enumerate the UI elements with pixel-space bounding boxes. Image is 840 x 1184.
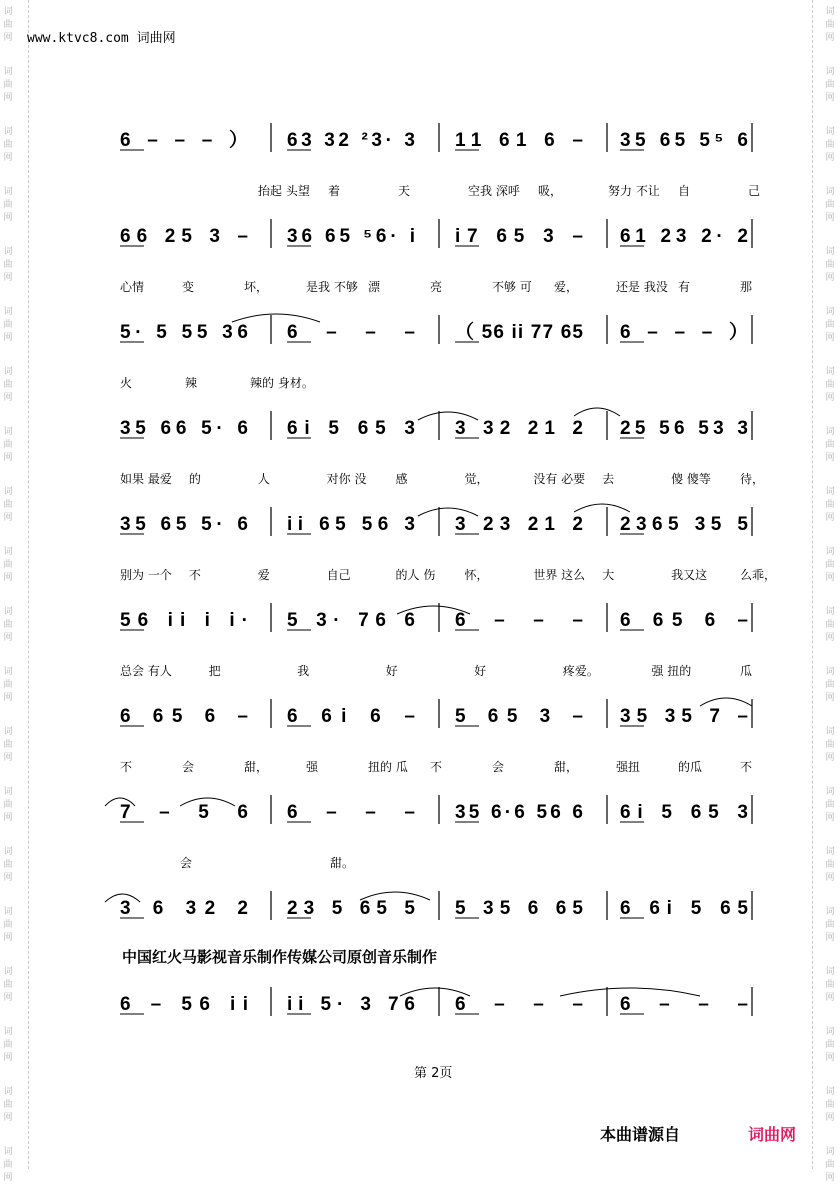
watermark-char: 词 xyxy=(3,727,13,737)
watermark-char: 词 xyxy=(825,727,835,737)
measure: ii 5· 3 76 xyxy=(287,994,415,1015)
watermark-char: 网 xyxy=(3,1173,13,1183)
lyric-word: 不 xyxy=(430,760,443,774)
lyric-word: 疼爱。 xyxy=(562,664,599,678)
site-url[interactable]: www.ktvc8.com xyxy=(27,31,129,46)
watermark-char: 网 xyxy=(825,753,835,763)
watermark-char: 曲 xyxy=(825,1040,835,1050)
watermark-char: 网 xyxy=(825,93,835,103)
watermark-char: 曲 xyxy=(825,380,835,390)
lyric-word: 怀， xyxy=(464,568,489,582)
lyric-word: 我又这 xyxy=(671,568,708,582)
measure: i7 65 3 – xyxy=(455,226,583,247)
measure: 5· 5 55 36 xyxy=(120,322,248,343)
measure: 2365 35 5 xyxy=(620,514,748,535)
lyric-word: 我 xyxy=(297,664,310,678)
watermark-char: 网 xyxy=(825,633,835,643)
measure: 6 6i 5 65 xyxy=(620,898,748,919)
watermark-char: 网 xyxy=(825,153,835,163)
watermark-char: 词 xyxy=(825,607,835,617)
watermark-char: 网 xyxy=(3,453,13,463)
lyric-word: 么乖， xyxy=(740,568,777,582)
measure: 35 66 5· 6 xyxy=(120,418,248,439)
measure: 3 32 21 2 xyxy=(455,418,583,439)
watermark-char: 网 xyxy=(825,453,835,463)
lyric-word: 着 xyxy=(328,184,341,198)
lyric-word: 强 扭的 xyxy=(651,664,692,678)
watermark-char: 曲 xyxy=(3,920,13,930)
watermark-char: 网 xyxy=(825,573,835,583)
watermark-char: 词 xyxy=(825,1087,835,1097)
measure: 6 – – – ） xyxy=(620,322,748,343)
watermark-char: 词 xyxy=(825,67,835,77)
watermark-char: 词 xyxy=(3,67,13,77)
watermark-char: 曲 xyxy=(3,1040,13,1050)
watermark-char: 词 xyxy=(825,427,835,437)
measure: 6i 5 65 3 xyxy=(620,802,748,823)
watermark-char: 词 xyxy=(3,907,13,917)
watermark-char: 曲 xyxy=(825,680,835,690)
measure: 3 23 21 2 xyxy=(455,514,583,535)
lyric-word: 辣的 身材。 xyxy=(250,376,314,390)
lyric-word: 漂 xyxy=(368,280,381,294)
watermark-char: 曲 xyxy=(3,320,13,330)
watermark-char: 曲 xyxy=(825,980,835,990)
watermark-char: 网 xyxy=(825,873,835,883)
watermark-char: 网 xyxy=(3,1053,13,1063)
watermark-char: 网 xyxy=(3,153,13,163)
watermark-char: 曲 xyxy=(3,140,13,150)
watermark-char: 曲 xyxy=(825,1100,835,1110)
watermark-char: 词 xyxy=(3,307,13,317)
lyric-word: 会 xyxy=(180,856,193,870)
lyric-word: 心情 xyxy=(120,280,145,294)
watermark-char: 网 xyxy=(825,1113,835,1123)
lyric-word: 把 xyxy=(208,664,221,678)
watermark-char: 网 xyxy=(3,273,13,283)
watermark-char: 词 xyxy=(825,1027,835,1037)
watermark-char: 曲 xyxy=(825,260,835,270)
watermark-char: 网 xyxy=(3,213,13,223)
watermark-char: 词 xyxy=(825,367,835,377)
watermark-char: 曲 xyxy=(3,440,13,450)
lyric-word: 甜， xyxy=(554,760,579,774)
lyric-word: 的人 伤 xyxy=(395,568,436,582)
watermark-char: 曲 xyxy=(825,800,835,810)
watermark-char: 曲 xyxy=(825,740,835,750)
watermark-char: 词 xyxy=(825,787,835,797)
lyric-word: 自 xyxy=(678,184,691,198)
measure: 6 – – – xyxy=(287,322,415,343)
watermark-char: 网 xyxy=(825,33,835,43)
watermark-char: 网 xyxy=(3,33,13,43)
lyric-word: 还是 我没 xyxy=(616,280,668,294)
lyric-word: 会 xyxy=(182,760,195,774)
site-name[interactable]: 词曲网 xyxy=(136,31,176,46)
watermark-char: 网 xyxy=(3,393,13,403)
lyric-word: 没有 必要 xyxy=(533,472,586,486)
lyric-word: 大 xyxy=(602,568,615,582)
lyric-word: 对你 没 xyxy=(326,472,367,486)
lyric-word: 扭的 瓜 xyxy=(368,760,408,774)
watermark-char: 词 xyxy=(3,967,13,977)
watermark-char: 曲 xyxy=(3,80,13,90)
watermark-char: 网 xyxy=(3,633,13,643)
watermark-char: 曲 xyxy=(3,1100,13,1110)
lyric-word: 努力 不让 xyxy=(608,184,660,198)
watermark-char: 网 xyxy=(825,513,835,523)
measure: 7 – 5 6 xyxy=(120,802,248,823)
lyric-word: 空我 深呼 xyxy=(468,184,520,198)
lyric-word: 好 xyxy=(385,664,398,678)
watermark-char: 词 xyxy=(3,487,13,497)
lyric-word: 好 xyxy=(474,664,487,678)
watermark-char: 网 xyxy=(3,753,13,763)
measure: 5 35 6 65 xyxy=(455,898,583,919)
lyric-word: 己 xyxy=(748,184,761,198)
watermark-char: 词 xyxy=(3,127,13,137)
lyric-word: 瓜 xyxy=(740,664,753,678)
watermark-char: 曲 xyxy=(3,560,13,570)
watermark-char: 网 xyxy=(3,813,13,823)
watermark-char: 曲 xyxy=(3,740,13,750)
measure: 35 65 5⁵ 6 xyxy=(620,130,748,151)
measure: 6 – – – xyxy=(455,610,583,631)
lyric-word: 的瓜 xyxy=(678,760,703,774)
slur xyxy=(418,508,478,516)
watermark-char: 词 xyxy=(825,247,835,257)
measure: 3 6 32 2 xyxy=(120,898,248,919)
measure: 23 5 65 5 xyxy=(287,898,415,919)
measure: 6 – – – xyxy=(455,994,583,1015)
lyric-word: 会 xyxy=(492,760,505,774)
lyric-word: 辣 xyxy=(185,376,198,390)
measure: 6 – – – xyxy=(620,994,748,1015)
slur xyxy=(700,698,752,706)
lyric-word: 自己 xyxy=(326,568,351,582)
lyric-word: 不 xyxy=(740,760,753,774)
lyric-word: 不 xyxy=(120,760,133,774)
measure: 11 61 6 – xyxy=(455,130,583,151)
watermark-char: 词 xyxy=(825,1147,835,1157)
lyric-word: 觉， xyxy=(464,472,489,486)
lyric-word: 亮 xyxy=(430,280,443,294)
watermark-char: 曲 xyxy=(3,380,13,390)
slur xyxy=(232,314,320,322)
lyric-word: 天 xyxy=(398,184,411,198)
watermark-char: 词 xyxy=(825,907,835,917)
watermark-char: 网 xyxy=(825,213,835,223)
watermark-char: 曲 xyxy=(825,80,835,90)
watermark-char: 网 xyxy=(825,273,835,283)
watermark-char: 网 xyxy=(825,933,835,943)
lyric-word: 总会 有人 xyxy=(120,664,172,678)
measure: 35 6·6 56 6 xyxy=(455,802,583,823)
measure: 5 3· 76 6 xyxy=(287,610,415,631)
measure: （ 56 ii 77 65 xyxy=(455,322,583,343)
watermark-char: 词 xyxy=(825,127,835,137)
lyric-word: 那 xyxy=(740,280,753,294)
watermark-char: 词 xyxy=(3,247,13,257)
lyric-word: 去 xyxy=(602,472,615,486)
watermark-char: 词 xyxy=(3,667,13,677)
lyric-word: 坏， xyxy=(244,280,269,294)
company-line: 中国红火马影视音乐制作传媒公司原创音乐制作 xyxy=(122,948,438,966)
measure: 25 56 53 3 xyxy=(620,418,748,439)
lyric-word: 感 xyxy=(395,472,408,486)
watermark-char: 词 xyxy=(3,1087,13,1097)
watermark-char: 词 xyxy=(3,7,13,17)
measure: 6 6i 6 – xyxy=(287,706,415,727)
watermark-char: 曲 xyxy=(825,1160,835,1170)
lyric-word: 是我 不够 xyxy=(306,280,358,294)
watermark-char: 网 xyxy=(825,333,835,343)
watermark-char: 网 xyxy=(3,693,13,703)
measure: 6i 5 65 3 xyxy=(287,418,415,439)
watermark-char: 词 xyxy=(3,427,13,437)
watermark-char: 曲 xyxy=(825,620,835,630)
lyric-word: 傻 傻等 xyxy=(671,472,711,486)
source-label: 本曲谱源自 xyxy=(600,1125,681,1144)
slur xyxy=(574,408,620,416)
lyric-word: 有 xyxy=(678,280,691,294)
measure: 63 32 ²3· 3 xyxy=(287,130,415,151)
watermark-char: 词 xyxy=(825,187,835,197)
watermark-char: 曲 xyxy=(3,680,13,690)
source-brand[interactable]: 词曲网 xyxy=(748,1125,797,1144)
measure: 36 65 ⁵6· i xyxy=(287,226,415,247)
watermark-char: 网 xyxy=(3,873,13,883)
lyric-word: 爱 xyxy=(257,568,270,582)
watermark-char: 词 xyxy=(3,847,13,857)
watermark-char: 词 xyxy=(3,607,13,617)
watermark-char: 网 xyxy=(3,333,13,343)
watermark-char: 曲 xyxy=(3,620,13,630)
watermark-char: 网 xyxy=(3,513,13,523)
watermark-char: 曲 xyxy=(3,980,13,990)
watermark-char: 网 xyxy=(825,1053,835,1063)
watermark-char: 曲 xyxy=(825,140,835,150)
measure: 6 65 6 – xyxy=(620,610,748,631)
watermark-char: 曲 xyxy=(3,500,13,510)
watermark-char: 曲 xyxy=(825,920,835,930)
measure: 6 – – – xyxy=(287,802,415,823)
page-number: 第 2页 xyxy=(414,1066,453,1081)
measure: 61 23 2· 2 xyxy=(620,226,748,247)
measure: 5 65 3 – xyxy=(455,706,583,727)
lyric-word: 如果 最爱 xyxy=(120,472,172,486)
watermark-char: 词 xyxy=(3,187,13,197)
watermark-char: 网 xyxy=(3,933,13,943)
lyric-word: 强 xyxy=(306,760,319,774)
watermark-char: 曲 xyxy=(3,860,13,870)
watermark-char: 词 xyxy=(3,367,13,377)
watermark-char: 网 xyxy=(825,1173,835,1183)
watermark-char: 词 xyxy=(825,967,835,977)
watermark-char: 词 xyxy=(3,1147,13,1157)
watermark-char: 曲 xyxy=(3,260,13,270)
lyric-word: 的 xyxy=(188,472,201,486)
watermark-char: 词 xyxy=(825,667,835,677)
watermark-char: 曲 xyxy=(825,860,835,870)
watermark-char: 曲 xyxy=(825,320,835,330)
watermark-char: 词 xyxy=(825,307,835,317)
watermark-char: 曲 xyxy=(825,500,835,510)
watermark-char: 网 xyxy=(3,573,13,583)
watermark-char: 网 xyxy=(825,993,835,1003)
lyric-word: 不 xyxy=(188,568,201,582)
lyric-word: 别为 一个 xyxy=(120,568,172,582)
watermark-char: 词 xyxy=(3,547,13,557)
watermark-char: 曲 xyxy=(825,20,835,30)
lyric-word: 待， xyxy=(740,472,765,486)
lyric-word: 吸， xyxy=(538,184,563,198)
watermark-char: 词 xyxy=(825,547,835,557)
measure: 6 65 6 – xyxy=(120,706,248,727)
lyric-word: 爱， xyxy=(554,280,579,294)
watermark-char: 曲 xyxy=(825,560,835,570)
lyric-word: 世界 这么 xyxy=(533,568,586,582)
watermark-char: 词 xyxy=(825,847,835,857)
measure: 35 65 5· 6 xyxy=(120,514,248,535)
measure: 66 25 3 – xyxy=(120,226,248,247)
lyric-word: 甜。 xyxy=(330,856,355,870)
watermark-char: 曲 xyxy=(3,1160,13,1170)
measure: ii 65 56 3 xyxy=(287,514,415,535)
watermark-char: 曲 xyxy=(3,200,13,210)
lyric-word: 甜， xyxy=(244,760,269,774)
measure: 56 ii i i· xyxy=(120,610,248,631)
watermark-char: 词 xyxy=(825,7,835,17)
watermark-char: 曲 xyxy=(825,440,835,450)
watermark-char: 网 xyxy=(825,813,835,823)
lyric-word: 火 xyxy=(120,376,133,390)
watermark-char: 网 xyxy=(3,93,13,103)
watermark-char: 网 xyxy=(825,393,835,403)
lyric-word: 变 xyxy=(182,280,195,294)
measure: 6 – 56 ii xyxy=(120,994,248,1015)
watermark-char: 曲 xyxy=(825,200,835,210)
slur xyxy=(418,412,478,420)
lyric-word: 强扭 xyxy=(616,760,641,774)
watermark-char: 曲 xyxy=(3,20,13,30)
lyric-word: 不够 可 xyxy=(492,280,532,294)
lyric-word: 人 xyxy=(257,472,270,486)
watermark-char: 网 xyxy=(825,693,835,703)
slur xyxy=(574,504,630,512)
watermark-char: 网 xyxy=(3,993,13,1003)
measure: 35 35 7 – xyxy=(620,706,748,727)
measure: 6 – – – ） xyxy=(120,130,248,151)
watermark-char: 词 xyxy=(825,487,835,497)
watermark-char: 词 xyxy=(3,1027,13,1037)
watermark-char: 曲 xyxy=(3,800,13,810)
watermark-char: 词 xyxy=(3,787,13,797)
watermark-char: 网 xyxy=(3,1113,13,1123)
lyric-word: 抬起 头望 xyxy=(258,184,310,198)
